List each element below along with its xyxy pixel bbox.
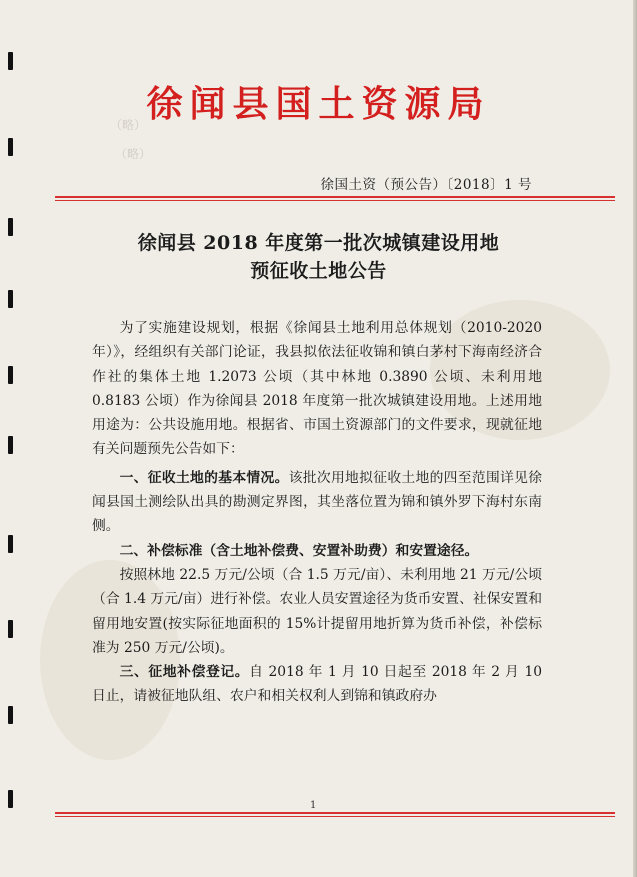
section-1-heading: 一、征收土地的基本情况。 bbox=[119, 469, 289, 486]
section-2-heading: 二、补偿标准（含土地补偿费、安置补助费）和安置途径。 bbox=[119, 542, 479, 559]
binding-hole-mark bbox=[8, 436, 13, 454]
binding-hole-mark bbox=[8, 620, 13, 638]
document-number: 徐国土资（预公告）〔2018〕1 号 bbox=[320, 177, 532, 193]
red-rule-top bbox=[55, 196, 615, 198]
section-3-heading: 三、征地补偿登记。 bbox=[119, 664, 250, 681]
red-rule-top-thin bbox=[55, 200, 615, 201]
bleed-through-text: （略） bbox=[115, 147, 152, 161]
binding-hole-mark bbox=[8, 535, 13, 553]
binding-hole-mark bbox=[8, 52, 13, 70]
binding-hole-mark bbox=[8, 706, 13, 724]
red-rule-bottom bbox=[55, 812, 615, 814]
section-2-heading-para bbox=[92, 539, 542, 563]
section-2-text: 按照林地 22.5 万元/公顷（合 1.5 万元/亩）、未利用地 21 万元/公顷（合 1.4 万元/亩）进行补偿。农业人员安置途径为货币安置、社保安置和留用地安置(按实际征地面积的 15%计提留用地折算为货币补偿，补偿标准为 250 万元/公顷)。 bbox=[92, 566, 542, 656]
intro-paragraph: 为了实施建设规划，根据《徐闻县土地利用总体规划（2010-2020 年）》，经组织有关部门论证，我县拟依法征收锦和镇白茅村下海南经济合作社的集体土地 1.2073 公顷（其中林地 0.3890 公顷、未利用地 0.8183 公顷）作为徐闻县 2018 年度第一批次城镇建设用地。上述用地用途为：公共设施用地。根据省、市国土资源部门的文件要求，现就征地有关问题预先公告如下： bbox=[92, 320, 542, 458]
red-rule-bottom-thin bbox=[55, 816, 615, 817]
binding-hole-mark bbox=[8, 290, 13, 308]
notice-body bbox=[92, 316, 542, 709]
page-number: 1 bbox=[310, 800, 317, 811]
section-3-text: 自 2018 年 1 月 10 日起至 2018 年 2 月 10 日止，请被征地队组、农户和相关权利人到锦和镇政府办 bbox=[92, 664, 542, 705]
document-title-line1: 徐闻县 2018 年度第一批次城镇建设用地 bbox=[137, 232, 500, 254]
section-3 bbox=[92, 660, 542, 709]
bleed-through-text: （略） bbox=[110, 118, 147, 132]
page-edge bbox=[633, 0, 637, 877]
section-1 bbox=[92, 466, 542, 539]
binding-hole-mark bbox=[8, 366, 13, 384]
letterhead-agency: 徐闻县国土资源局 bbox=[146, 83, 491, 125]
section-1-text: 该批次用地拟征收土地的四至范围详见徐闻县国土测绘队出具的勘测定界图，其坐落位置为锦和镇外罗下海村东南侧。 bbox=[92, 469, 543, 535]
document-title-line2: 预征收土地公告 bbox=[250, 260, 387, 282]
binding-hole-mark bbox=[8, 138, 13, 156]
binding-hole-mark bbox=[8, 790, 13, 808]
